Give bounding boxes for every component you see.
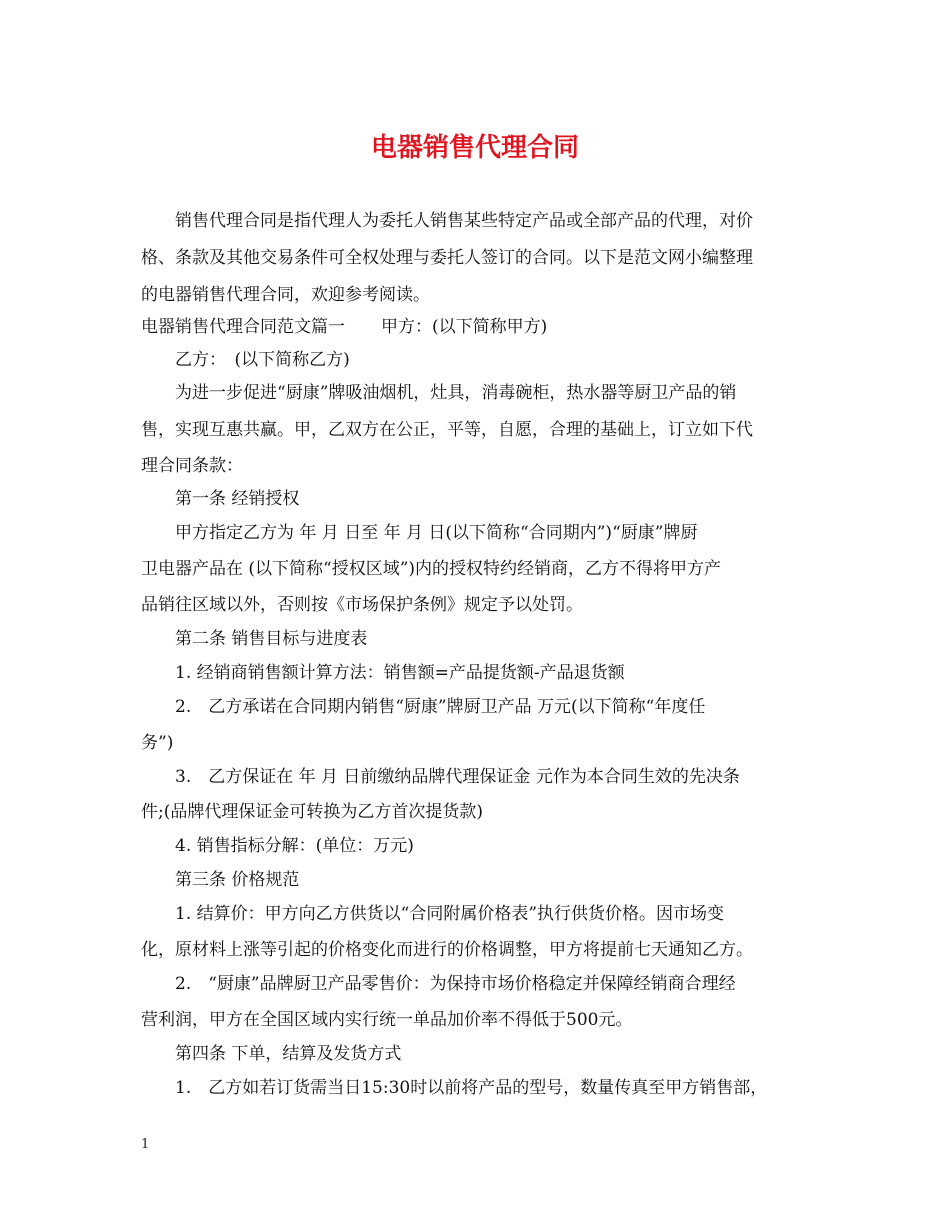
article3-line-1: 1. 结算价：甲方向乙方供货以“合同附属价格表”执行供货价格。因市场变 <box>141 904 725 924</box>
article4-heading: 第四条 下单，结算及发货方式 <box>141 1044 402 1064</box>
party-b: 乙方： (以下简称乙方) <box>141 350 350 370</box>
page-number: 1 <box>141 1137 150 1152</box>
intro-line-1: 销售代理合同是指代理人为委托人销售某些特定产品或全部产品的代理，对价 <box>141 211 753 231</box>
article1-line-1: 甲方指定乙方为 年 月 日至 年 月 日(以下简称“合同期内”)“厨康”牌厨 <box>141 523 698 543</box>
article4-line-1: 1. 乙方如若订货需当日15:30时以前将产品的型号，数量传真至甲方销售部， <box>141 1078 768 1098</box>
article3-line-2: 化，原材料上涨等引起的价格变化而进行的价格调整，甲方将提前七天通知乙方。 <box>141 940 753 960</box>
preamble-line-2: 售，实现互惠共赢。甲，乙双方在公正，平等，自愿，合理的基础上，订立如下代 <box>141 420 753 440</box>
article3-line-4: 营利润，甲方在全国区域内实行统一单品加价率不得低于500元。 <box>141 1010 633 1030</box>
section-heading: 电器销售代理合同范文篇一 <box>141 317 345 337</box>
article1-line-3: 品销往区域以外，否则按《市场保护条例》规定予以处罚。 <box>141 595 583 615</box>
preamble-line-3: 理合同条款： <box>141 456 243 476</box>
intro-line-2: 格、条款及其他交易条件可全权处理与委托人签订的合同。以下是范文网小编整理 <box>141 248 753 268</box>
party-a: 甲方：(以下简称甲方) <box>381 317 548 337</box>
intro-line-3: 的电器销售代理合同，欢迎参考阅读。 <box>141 285 430 305</box>
article2-heading: 第二条 销售目标与进度表 <box>141 629 368 649</box>
article2-line-1: 1. 经销商销售额计算方法：销售额=产品提货额-产品退货额 <box>141 663 625 683</box>
section-heading-row <box>141 315 831 339</box>
article3-heading: 第三条 价格规范 <box>141 870 300 890</box>
article2-line-4: 3. 乙方保证在 年 月 日前缴纳品牌代理保证金 元作为本合同生效的先决条 <box>141 767 740 787</box>
article1-line-2: 卫电器产品在 (以下简称“授权区域”)内的授权特约经销商，乙方不得将甲方产 <box>141 559 722 579</box>
article1-heading: 第一条 经销授权 <box>141 489 300 509</box>
article2-line-2: 2. 乙方承诺在合同期内销售“厨康”牌厨卫产品 万元(以下简称“年度任 <box>141 697 706 717</box>
article3-line-3: 2. “厨康”品牌厨卫产品零售价：为保持市场价格稳定并保障经销商合理经 <box>141 974 736 994</box>
preamble-line-1: 为进一步促进“厨康”牌吸油烟机，灶具，消毒碗柜，热水器等厨卫产品的销 <box>141 383 737 403</box>
article2-line-3: 务”) <box>141 733 174 753</box>
article2-line-6: 4. 销售指标分解：(单位：万元) <box>141 836 414 856</box>
document-title: 电器销售代理合同 <box>370 133 579 163</box>
article2-line-5: 件;(品牌代理保证金可转换为乙方首次提货款) <box>141 802 483 822</box>
